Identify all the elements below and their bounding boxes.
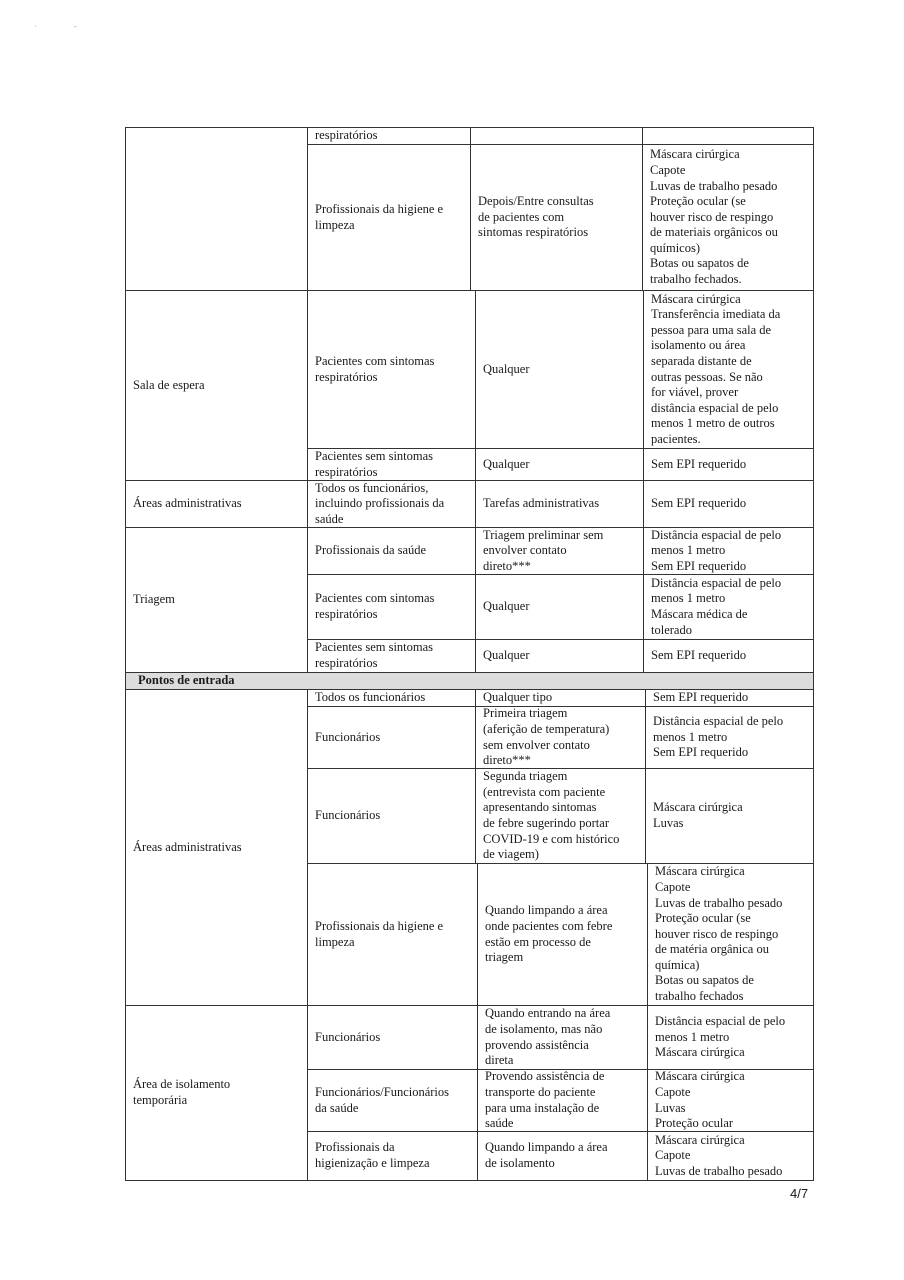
ppe-cell: Distância espacial de pelo menos 1 metro Sem EPI requerido bbox=[643, 527, 813, 574]
target-cell: Profissionais da higiene e limpeza bbox=[307, 863, 477, 1005]
activity-cell: Qualquer bbox=[475, 639, 643, 672]
activity-cell: Depois/Entre consultas de pacientes com sintomas respiratórios bbox=[470, 144, 642, 290]
target-cell: Pacientes sem sintomas respiratórios bbox=[307, 448, 475, 480]
setting-cell bbox=[125, 127, 307, 290]
target-cell: Profissionais da higiene e limpeza bbox=[307, 144, 470, 290]
activity-cell: Qualquer bbox=[475, 574, 643, 639]
section-header: Pontos de entrada bbox=[125, 672, 814, 689]
target-cell: Todos os funcionários, incluindo profissionais da saúde bbox=[307, 480, 475, 527]
setting-cell: Triagem bbox=[125, 527, 307, 672]
target-cell: Pacientes com sintomas respiratórios bbox=[307, 574, 475, 639]
ppe-cell: Sem EPI requerido bbox=[645, 689, 813, 706]
ppe-cell: Distância espacial de pelo menos 1 metro Máscara cirúrgica bbox=[647, 1005, 813, 1069]
ppe-cell: Máscara cirúrgica Luvas bbox=[645, 768, 813, 863]
ppe-cell: Distância espacial de pelo menos 1 metro Sem EPI requerido bbox=[645, 706, 813, 768]
activity-cell: Triagem preliminar sem envolver contato direto*** bbox=[475, 527, 643, 574]
table-right-border bbox=[813, 127, 814, 1181]
target-cell: Todos os funcionários bbox=[307, 689, 475, 706]
setting-cell: Áreas administrativas bbox=[125, 480, 307, 527]
activity-cell: Quando entrando na área de isolamento, mas não provendo assistência direta bbox=[477, 1005, 647, 1069]
page-number: 4/7 bbox=[790, 1186, 809, 1201]
activity-cell: Qualquer tipo bbox=[475, 689, 645, 706]
target-cell: Profissionais da saúde bbox=[307, 527, 475, 574]
ppe-cell: Máscara cirúrgica Capote Luvas de trabalho pesado bbox=[647, 1131, 813, 1180]
ppe-cell bbox=[642, 127, 813, 144]
ppe-cell: Sem EPI requerido bbox=[643, 480, 813, 527]
table-bottom-border bbox=[125, 1180, 814, 1181]
target-cell: Pacientes com sintomas respiratórios bbox=[307, 290, 475, 448]
target-cell: Funcionários bbox=[307, 1005, 477, 1069]
activity-cell bbox=[470, 127, 642, 144]
ppe-cell: Máscara cirúrgica Capote Luvas de trabalho pesado Proteção ocular (se houver risco de respingo de materiais orgânicos ou químicos) Botas ou sapatos de trabalho fechados. bbox=[642, 144, 813, 290]
activity-cell: Provendo assistência de transporte do paciente para uma instalação de saúde bbox=[477, 1069, 647, 1131]
ppe-cell: Distância espacial de pelo menos 1 metro Máscara médica de tolerado bbox=[643, 574, 813, 639]
setting-cell: Sala de espera bbox=[125, 290, 307, 480]
setting-cell: Áreas administrativas bbox=[125, 689, 307, 1005]
ppe-cell: Máscara cirúrgica Capote Luvas Proteção ocular bbox=[647, 1069, 813, 1131]
ppe-cell: Sem EPI requerido bbox=[643, 448, 813, 480]
target-cell: Funcionários bbox=[307, 706, 475, 768]
activity-cell: Qualquer bbox=[475, 290, 643, 448]
target-cell: Pacientes sem sintomas respiratórios bbox=[307, 639, 475, 672]
ppe-cell: Máscara cirúrgica Transferência imediata da pessoa para uma sala de isolamento ou área separada distante de outras pessoas. Se não for viável, prover distância espacial de pelo menos 1 metro de outros pacientes. bbox=[643, 290, 813, 448]
corner-mark: · bbox=[34, 22, 37, 31]
setting-cell: Área de isolamento temporária bbox=[125, 1005, 307, 1180]
corner-mark: - bbox=[74, 22, 77, 31]
activity-cell: Qualquer bbox=[475, 448, 643, 480]
target-cell: Funcionários/Funcionários da saúde bbox=[307, 1069, 477, 1131]
activity-cell: Tarefas administrativas bbox=[475, 480, 643, 527]
activity-cell: Quando limpando a área de isolamento bbox=[477, 1131, 647, 1180]
activity-cell: Primeira triagem (aferição de temperatura) sem envolver contato direto*** bbox=[475, 706, 645, 768]
target-cell: Profissionais da higienização e limpeza bbox=[307, 1131, 477, 1180]
activity-cell: Segunda triagem (entrevista com paciente apresentando sintomas de febre sugerindo portar COVID-19 e com histórico de viagem) bbox=[475, 768, 645, 863]
activity-cell: Quando limpando a área onde pacientes com febre estão em processo de triagem bbox=[477, 863, 647, 1005]
ppe-cell: Máscara cirúrgica Capote Luvas de trabalho pesado Proteção ocular (se houver risco de respingo de matéria orgânica ou química) Botas ou sapatos de trabalho fechados bbox=[647, 863, 813, 1005]
ppe-cell: Sem EPI requerido bbox=[643, 639, 813, 672]
target-cell: Funcionários bbox=[307, 768, 475, 863]
target-cell: respiratórios bbox=[307, 127, 470, 144]
